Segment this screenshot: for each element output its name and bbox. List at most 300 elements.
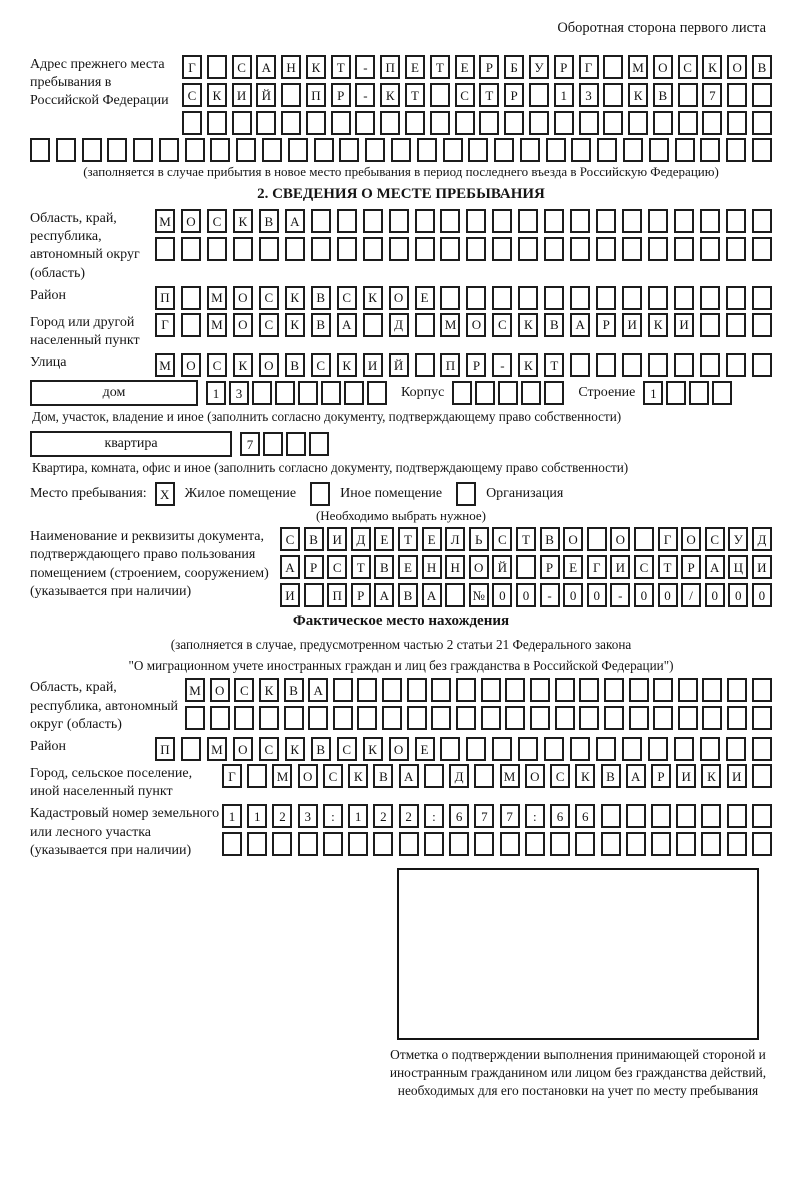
char-cell: П: [440, 353, 460, 377]
char-cell: Г: [182, 55, 202, 79]
char-cell: [321, 381, 341, 405]
char-cell: [236, 138, 256, 162]
char-cell: [653, 111, 673, 135]
char-cell: [648, 237, 668, 261]
char-cell: 0: [634, 583, 654, 607]
char-cell: С: [678, 55, 698, 79]
char-cell: [678, 111, 698, 135]
char-cell: [752, 138, 772, 162]
char-cell: [262, 138, 282, 162]
char-cell: [601, 832, 621, 856]
char-cell: Е: [422, 527, 442, 551]
apartment-caption: Квартира, комната, офис и иное (заполнить согласно документу, подтверждающему право собственности): [32, 460, 629, 476]
char-cell: К: [575, 764, 595, 788]
char-cell: 6: [449, 804, 469, 828]
char-cell: [133, 138, 153, 162]
char-cell: [288, 138, 308, 162]
char-cell: [481, 678, 501, 702]
char-cell: [348, 832, 368, 856]
char-cell: [700, 737, 720, 761]
char-cell: Р: [596, 313, 616, 337]
char-cell: Д: [351, 527, 371, 551]
char-cell: [367, 381, 387, 405]
char-cell: [530, 678, 550, 702]
char-cell: [344, 381, 364, 405]
char-cell: [263, 432, 283, 456]
char-cell: В: [374, 555, 394, 579]
char-cell: [629, 678, 649, 702]
char-cell: [222, 832, 242, 856]
char-cell: 1: [206, 381, 226, 405]
char-cell: Г: [587, 555, 607, 579]
char-cell: [452, 381, 472, 405]
char-cell: [500, 832, 520, 856]
char-cell: Г: [658, 527, 678, 551]
char-cell: [648, 286, 668, 310]
char-cell: П: [306, 83, 326, 107]
char-cell: [570, 737, 590, 761]
char-cell: И: [676, 764, 696, 788]
char-cell: [417, 138, 437, 162]
char-cell: М: [272, 764, 292, 788]
fact-cadastre-label: Кадастровый номер земельного или лесного участка (указывается при наличии): [30, 806, 220, 858]
char-cell: [700, 286, 720, 310]
char-cell: 7: [240, 432, 260, 456]
char-cell: М: [207, 286, 227, 310]
fact-oblast-label: Область, край, республика, автономный округ (область): [30, 680, 179, 732]
char-cell: [207, 111, 227, 135]
char-cell: [363, 209, 383, 233]
char-cell: П: [327, 583, 347, 607]
char-cell: [726, 313, 746, 337]
char-cell: [504, 111, 524, 135]
char-cell: [306, 111, 326, 135]
char-cell: [456, 482, 476, 506]
char-cell: [712, 381, 732, 405]
fact-cadastre-group: [30, 804, 772, 860]
stay-option-other-label: Иное помещение: [340, 486, 443, 502]
s2-oblast-group: [30, 209, 772, 283]
char-cell: У: [728, 527, 748, 551]
char-cell: [380, 111, 400, 135]
char-cell: А: [399, 764, 419, 788]
char-cell: В: [311, 737, 331, 761]
char-cell: В: [752, 55, 772, 79]
char-cell: [252, 381, 272, 405]
char-cell: Е: [374, 527, 394, 551]
char-cell: Ь: [469, 527, 489, 551]
char-cell: К: [233, 353, 253, 377]
char-cell: С: [337, 286, 357, 310]
char-cell: [701, 804, 721, 828]
char-cell: И: [674, 313, 694, 337]
char-cell: [752, 286, 772, 310]
char-cell: [456, 706, 476, 730]
char-cell: [466, 237, 486, 261]
char-cell: [298, 832, 318, 856]
char-cell: В: [544, 313, 564, 337]
char-cell: [587, 527, 607, 551]
char-cell: [518, 237, 538, 261]
char-cell: [544, 737, 564, 761]
char-cell: [415, 353, 435, 377]
char-cell: В: [285, 353, 305, 377]
stay-type-note: (Необходимо выбрать нужное): [315, 508, 487, 524]
char-cell: Е: [455, 55, 475, 79]
char-cell: [575, 832, 595, 856]
registration-mark-caption: Отметка о подтверждении выполнения принимающей стороной и иностранным гражданином или лицом без гражданства действий, необходимых для его постановки на учет по месту пребывания: [389, 1046, 767, 1099]
char-cell: [382, 678, 402, 702]
char-cell: Л: [445, 527, 465, 551]
char-cell: С: [207, 209, 227, 233]
char-cell: [516, 555, 536, 579]
char-cell: [337, 209, 357, 233]
char-cell: [702, 111, 722, 135]
char-cell: В: [284, 678, 304, 702]
char-cell: С: [232, 55, 252, 79]
char-cell: [481, 706, 501, 730]
char-cell: [544, 286, 564, 310]
char-cell: [529, 83, 549, 107]
char-cell: [634, 527, 654, 551]
char-cell: Р: [304, 555, 324, 579]
char-cell: К: [380, 83, 400, 107]
house-box-label: дом: [30, 380, 198, 406]
char-cell: 0: [728, 583, 748, 607]
char-cell: [555, 706, 575, 730]
char-cell: [676, 832, 696, 856]
char-cell: [674, 353, 694, 377]
char-cell: [674, 286, 694, 310]
s2-oblast-row-2: [155, 237, 772, 261]
char-cell: [727, 832, 747, 856]
char-cell: [82, 138, 102, 162]
char-cell: А: [374, 583, 394, 607]
char-cell: [579, 111, 599, 135]
fact-gorod-label: Город, сельское поселение, иной населенный пункт: [30, 766, 193, 800]
char-cell: [525, 832, 545, 856]
char-cell: [30, 138, 50, 162]
char-cell: [752, 678, 772, 702]
char-cell: О: [563, 527, 583, 551]
section2-title: 2. СВЕДЕНИЯ О МЕСТЕ ПРЕБЫВАНИЯ: [257, 186, 545, 202]
char-cell: [649, 138, 669, 162]
char-cell: А: [626, 764, 646, 788]
char-cell: А: [337, 313, 357, 337]
char-cell: О: [181, 353, 201, 377]
char-cell: В: [311, 286, 331, 310]
char-cell: [626, 804, 646, 828]
s2-raion-group: [30, 286, 772, 310]
char-cell: [648, 737, 668, 761]
char-cell: [247, 832, 267, 856]
char-cell: Т: [351, 555, 371, 579]
char-cell: В: [398, 583, 418, 607]
char-cell: [530, 706, 550, 730]
char-cell: А: [705, 555, 725, 579]
char-cell: [466, 286, 486, 310]
char-cell: [259, 237, 279, 261]
char-cell: [571, 138, 591, 162]
house-row: [30, 380, 772, 406]
fact-cadastre-row-1: [222, 804, 772, 828]
char-cell: [622, 237, 642, 261]
char-cell: [653, 706, 673, 730]
prev-address-group: [30, 55, 772, 135]
char-cell: И: [622, 313, 642, 337]
char-cell: [181, 313, 201, 337]
char-cell: [505, 678, 525, 702]
fact-raion-label: Район: [30, 739, 66, 754]
char-cell: О: [469, 555, 489, 579]
char-cell: В: [540, 527, 560, 551]
fact-title: Фактическое место нахождения: [292, 613, 510, 630]
char-cell: П: [155, 737, 175, 761]
char-cell: [579, 706, 599, 730]
char-cell: О: [259, 353, 279, 377]
char-cell: [674, 209, 694, 233]
char-cell: В: [653, 83, 673, 107]
fact-oblast-group: [30, 678, 772, 734]
char-cell: [479, 111, 499, 135]
char-cell: [678, 706, 698, 730]
char-cell: [391, 138, 411, 162]
char-cell: [752, 209, 772, 233]
char-cell: [544, 381, 564, 405]
char-cell: [604, 706, 624, 730]
char-cell: [752, 237, 772, 261]
char-cell: А: [280, 555, 300, 579]
char-cell: [675, 138, 695, 162]
stay-option-organization-label: Организация: [486, 486, 564, 502]
stroenie-cells: [643, 381, 732, 405]
char-cell: [579, 678, 599, 702]
char-cell: Н: [445, 555, 465, 579]
char-cell: [626, 832, 646, 856]
fact-oblast-row-2: [185, 706, 772, 730]
char-cell: 7: [702, 83, 722, 107]
char-cell: [752, 706, 772, 730]
char-cell: К: [518, 313, 538, 337]
char-cell: [651, 832, 671, 856]
char-cell: [445, 583, 465, 607]
char-cell: Д: [389, 313, 409, 337]
char-cell: [492, 237, 512, 261]
char-cell: С: [492, 527, 512, 551]
char-cell: 2: [399, 804, 419, 828]
char-cell: [678, 678, 698, 702]
char-cell: [455, 111, 475, 135]
s2-gorod-row: [155, 313, 772, 337]
char-cell: [596, 353, 616, 377]
char-cell: [752, 764, 772, 788]
char-cell: Р: [651, 764, 671, 788]
char-cell: К: [259, 678, 279, 702]
char-cell: О: [210, 678, 230, 702]
korpus-label: Корпус: [401, 385, 445, 401]
char-cell: В: [601, 764, 621, 788]
char-cell: [628, 111, 648, 135]
char-cell: [357, 706, 377, 730]
char-cell: [622, 286, 642, 310]
char-cell: [492, 209, 512, 233]
char-cell: [702, 678, 722, 702]
char-cell: -: [540, 583, 560, 607]
char-cell: [701, 832, 721, 856]
char-cell: [727, 111, 747, 135]
char-cell: [752, 83, 772, 107]
char-cell: [207, 55, 227, 79]
stay-option-residential-checkbox: [155, 482, 175, 506]
char-cell: С: [327, 555, 347, 579]
char-cell: Й: [389, 353, 409, 377]
prev-address-cellrows: [182, 55, 772, 135]
char-cell: 7: [474, 804, 494, 828]
char-cell: И: [363, 353, 383, 377]
char-cell: Е: [563, 555, 583, 579]
char-cell: [700, 209, 720, 233]
char-cell: [281, 111, 301, 135]
char-cell: [363, 313, 383, 337]
char-cell: [597, 138, 617, 162]
apartment-number-cells: [240, 432, 329, 456]
char-cell: К: [518, 353, 538, 377]
char-cell: Т: [479, 83, 499, 107]
char-cell: [185, 706, 205, 730]
char-cell: М: [440, 313, 460, 337]
char-cell: Е: [405, 55, 425, 79]
char-cell: Р: [331, 83, 351, 107]
char-cell: С: [280, 527, 300, 551]
char-cell: [689, 381, 709, 405]
char-cell: О: [466, 313, 486, 337]
char-cell: [337, 237, 357, 261]
char-cell: [389, 237, 409, 261]
char-cell: [518, 286, 538, 310]
char-cell: [310, 482, 330, 506]
char-cell: М: [155, 353, 175, 377]
char-cell: Д: [449, 764, 469, 788]
char-cell: [601, 804, 621, 828]
s2-gorod-label: Город или другой населенный пункт: [30, 314, 140, 348]
char-cell: С: [234, 678, 254, 702]
char-cell: [752, 111, 772, 135]
char-cell: [603, 83, 623, 107]
char-cell: [492, 737, 512, 761]
char-cell: Р: [504, 83, 524, 107]
char-cell: [181, 737, 201, 761]
char-cell: [498, 381, 518, 405]
stay-type-prefix: Место пребывания:: [30, 486, 147, 502]
char-cell: [323, 832, 343, 856]
char-cell: П: [380, 55, 400, 79]
char-cell: [234, 706, 254, 730]
s2-ulitsa-row: [155, 353, 772, 377]
char-cell: С: [323, 764, 343, 788]
char-cell: Е: [415, 286, 435, 310]
char-cell: 0: [516, 583, 536, 607]
char-cell: О: [233, 286, 253, 310]
char-cell: Г: [579, 55, 599, 79]
char-cell: 3: [229, 381, 249, 405]
char-cell: [622, 737, 642, 761]
char-cell: [505, 706, 525, 730]
char-cell: [333, 678, 353, 702]
char-cell: [331, 111, 351, 135]
char-cell: [529, 111, 549, 135]
char-cell: [431, 678, 451, 702]
char-cell: [155, 237, 175, 261]
char-cell: [233, 237, 253, 261]
char-cell: [570, 286, 590, 310]
char-cell: К: [348, 764, 368, 788]
char-cell: [623, 138, 643, 162]
char-cell: В: [304, 527, 324, 551]
char-cell: [181, 237, 201, 261]
char-cell: [339, 138, 359, 162]
stay-option-organization-checkbox: [456, 482, 476, 506]
char-cell: [492, 286, 512, 310]
char-cell: [466, 209, 486, 233]
char-cell: К: [207, 83, 227, 107]
char-cell: В: [311, 313, 331, 337]
char-cell: [629, 706, 649, 730]
char-cell: В: [373, 764, 393, 788]
char-cell: Е: [415, 737, 435, 761]
char-cell: [210, 138, 230, 162]
char-cell: [373, 832, 393, 856]
char-cell: [399, 832, 419, 856]
char-cell: С: [182, 83, 202, 107]
char-cell: [494, 138, 514, 162]
s2-raion-label: Район: [30, 287, 66, 303]
char-cell: [550, 832, 570, 856]
char-cell: 6: [550, 804, 570, 828]
prev-address-row-4: [30, 138, 772, 162]
char-cell: 0: [563, 583, 583, 607]
prev-address-row-3: [182, 111, 772, 135]
char-cell: [259, 706, 279, 730]
document-row-1: [280, 527, 772, 551]
char-cell: К: [233, 209, 253, 233]
char-cell: [700, 353, 720, 377]
char-cell: К: [702, 55, 722, 79]
char-cell: С: [492, 313, 512, 337]
char-cell: Т: [331, 55, 351, 79]
fact-cadastre-row-2: [222, 832, 772, 856]
char-cell: [430, 83, 450, 107]
char-cell: [424, 764, 444, 788]
char-cell: [555, 678, 575, 702]
char-cell: О: [653, 55, 673, 79]
char-cell: [651, 804, 671, 828]
stroenie-label: Строение: [578, 385, 636, 401]
char-cell: Р: [681, 555, 701, 579]
char-cell: 7: [500, 804, 520, 828]
char-cell: М: [207, 313, 227, 337]
char-cell: -: [492, 353, 512, 377]
char-cell: [281, 83, 301, 107]
char-cell: 0: [587, 583, 607, 607]
char-cell: [56, 138, 76, 162]
char-cell: [309, 432, 329, 456]
char-cell: Т: [516, 527, 536, 551]
char-cell: [440, 737, 460, 761]
char-cell: [431, 706, 451, 730]
house-caption: Дом, участок, владение и иное (заполнить согласно документу, подтверждающему право собственности): [32, 409, 622, 425]
char-cell: [440, 286, 460, 310]
char-cell: Ц: [728, 555, 748, 579]
